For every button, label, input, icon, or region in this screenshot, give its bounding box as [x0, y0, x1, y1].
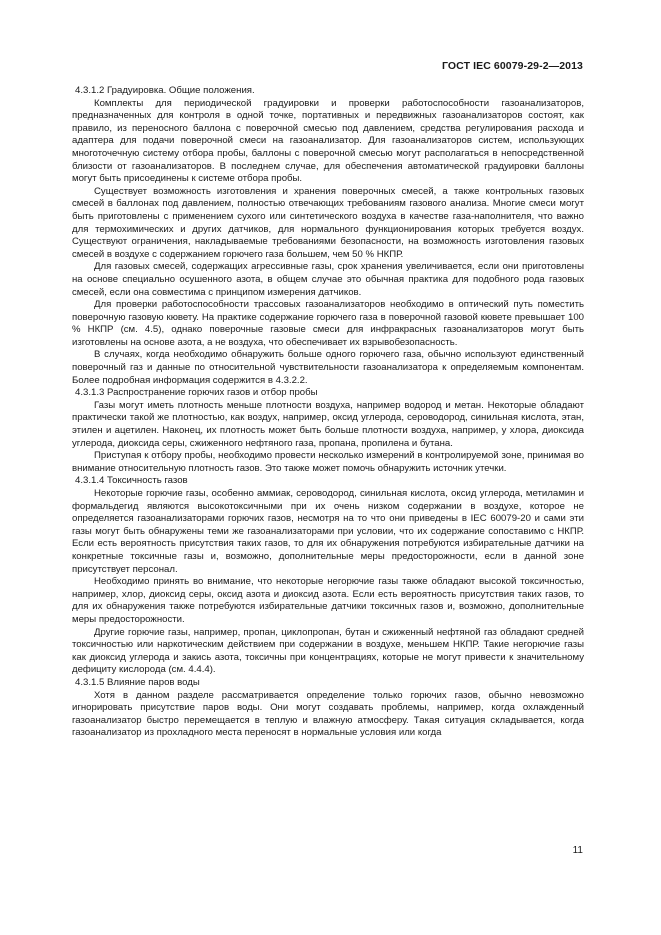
paragraph: Приступая к отбору пробы, необходимо провести несколько измерений в контролируемой зоне, принимая во внимание относительную плотность газов. Это также может помочь обнаружить источник утечки.: [72, 450, 584, 474]
paragraph: Некоторые горючие газы, особенно аммиак, сероводород, синильная кислота, оксид углерода, метиламин и формальдегид являются высокотоксичными при их очень низком содержании в воздухе, которое не определяется газоанализаторами горючих газов, несмотря на то что они приведены в IEC 60079-20 и сами эти газы могут быть обнаружены теми же газоанализаторами при условии, что их содержание сопоставимо с НКПР. Если есть вероятность присутствия таких газов, то для их обнаружения потребуются избирательные датчики на конкретные токсичные газы и, возможно, дополнительные меры предосторожности, если в данной зоне присутствует персонал.: [72, 488, 584, 575]
body-text: [72, 85, 584, 740]
page-number: 11: [572, 845, 583, 856]
standard-header: ГОСТ IEC 60079-29-2—2013: [441, 60, 583, 72]
paragraph: Газы могут иметь плотность меньше плотности воздуха, например водород и метан. Некоторые обладают практически такой же плотностью, как воздух, например, оксид углерода, сероводород, синильная кислота, этан, этилен и ацетилен. Наконец, их плотность может быть больше плотности воздуха, например, у хлора, диоксида углерода, диоксида серы, сжиженного нефтяного газа, пропана, пропилена и бутана.: [72, 399, 584, 449]
section-heading: 4.3.1.5 Влияние паров воды: [75, 676, 200, 688]
paragraph: Другие горючие газы, например, пропан, циклопропан, бутан и сжиженный нефтяной газ обладают средней токсичностью или наркотическим действием при содержании в воздухе, меньшем НКПР. Такие негорючие газы как диоксид углерода и закись азота, токсичны при концентрациях, которые не могут привести к значительному дефициту кислорода (см. 4.4.4).: [72, 626, 584, 676]
section-heading: 4.3.1.2 Градуировка. Общие положения.: [75, 85, 255, 96]
paragraph: Комплекты для периодической градуировки и проверки работоспособности газоанализаторов, предназначенных для контроля в одной точке, портативных и передвижных газоанализаторов состоят, как правило, из переносного баллона с поверочной смесью под давлением, средства регулирования расхода и адаптера для подачи поверочной смеси на газоанализатор. Для газоанализаторов систем, использующих многоточечную систему отбора пробы, баллоны с поверочной смесью могут располагаться в непосредственной близости от газоанализаторов. В последнем случае, для обеспечения автоматической градуировки баллоны могут быть присоединены к системе отбора пробы.: [72, 97, 584, 185]
section-heading: 4.3.1.3 Распространение горючих газов и отбор пробы: [75, 387, 318, 399]
paragraph: Существует возможность изготовления и хранения поверочных смесей, а также контрольных газовых смесей в баллонах под давлением, полностью отвечающих требованиям газового анализа. Многие смеси могут быть приготовлены с применением сухого или синтетического воздуха в качестве газа-наполнителя, что важно для термохимических и других датчиков, для нормального функционирования которых требуется воздух. Существуют ограничения, накладываемые требованиями безопасности, на возможность изготовления газовых смесей в воздухе с содержанием горючего газа большем, чем 50 % НКПР.: [72, 185, 584, 260]
paragraph: Для газовых смесей, содержащих агрессивные газы, срок хранения увеличивается, если они приготовлены на основе специально осушенного азота, в общем случае это обычная практика для подобного рода газовых смесей, если она совместима с принципом измерения датчиков.: [72, 261, 584, 298]
section-heading: 4.3.1.4 Токсичность газов: [75, 475, 188, 487]
paragraph: В случаях, когда необходимо обнаружить больше одного горючего газа, обычно используют единственный поверочный газ и данные по относительной чувствительности газоанализатора к определяемым компонентам. Более подробная информация содержится в 4.3.2.2.: [72, 349, 584, 386]
paragraph: Хотя в данном разделе рассматривается определение только горючих газов, обычно невозможно игнорировать присутствие паров воды. Они могут создавать проблемы, например, когда охлажденный газоанализатор быстро перемещается в теплую и влажную атмосферу. Такая ситуация складывается, когда газоанализатор из прохладного места переносят в нормальные условия или когда: [72, 689, 584, 739]
paragraph: Для проверки работоспособности трассовых газоанализаторов необходимо в оптический путь поместить поверочную газовую кювету. На практике содержание горючего газа в поверочной газовой кювете превышает 100 % НКПР (см. 4.5), однако поверочные газовые смеси для инфракрасных газоанализаторов могут быть изготовлены на основе азота, а не воздуха, что обеспечивает их взрывобезопасность.: [72, 299, 584, 348]
paragraph: Необходимо принять во внимание, что некоторые негорючие газы также обладают высокой токсичностью, например, хлор, диоксид серы, оксид азота и диоксид азота. Если есть вероятность присутствия таких газов, то для их обнаружения также потребуются избирательные датчики токсичных газов и, возможно, дополнительные меры предосторожности.: [72, 576, 584, 625]
